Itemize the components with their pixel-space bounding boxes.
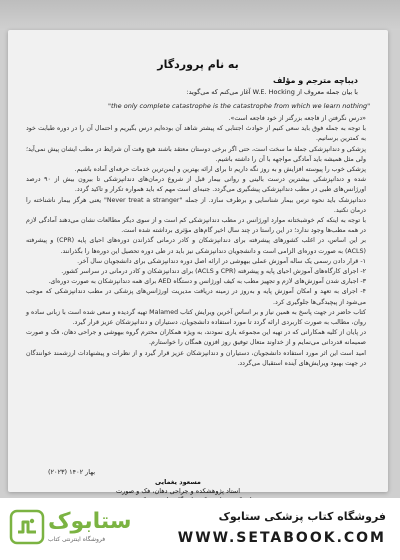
paragraph: کتاب حاضر در جهت پاسخ به همین نیاز و بر اساس آخرین ویرایش کتاب Malamed تهیه گردیده و سعی شده است با زبانی ساده و روان، مطالب به صورت کاربردی ارائه گردد تا مورد استفاده دانشجویان، دستیاران و دندانپزشکان عزیز قرار گیرد. xyxy=(26,308,367,327)
paragraph: پزشکی و دندانپزشکی جملۀ ما سخت است، حتی اگر برخی دوستان معتقد باشند هیچ وقت آن شرایط در مطب ایشان پیش نمی‌آید؛ ولی مثل همیشه باید آمادگی مواجهه با آن را داشته باشیم. xyxy=(26,145,366,163)
paragraph: ۳- اجباری شدن آموزش‌های لازم و تجهیز مطب به کیف اورژانس و دستگاه AED برای همه دندانپزشکان به صورت دوره‌ای. xyxy=(48,278,366,286)
scan-top-edge xyxy=(0,0,400,30)
paragraph: امید است این اثر مورد استفاده دانشجویان، دستیاران و دندانپزشکان عزیز قرار گیرد و از نظرات و پیشنهادات ارزشمند خوانندگان در جهت بهبود ویرایش‌های آینده استقبال می‌گردد. xyxy=(26,349,366,367)
epigraph-intro: با بیان جمله معروف از W.E. Hocking آغاز می‌کنم که می‌گوید: xyxy=(186,88,358,96)
author-name: مسعود یغمایی xyxy=(155,478,201,486)
paragraph: شده و دندانپزشکی بیشترین درست بالینی و روانی بیمار قبل از شروع درمان‌های دندانپزشکی تا بیرون بیش از ۹۰ درصد اورژانس‌های طبی در مطب دندانپزشکی پیشگیری می‌گردد. جنبه‌ای است مهم که باید همواره تکرار و تاکید گردد. xyxy=(26,176,366,194)
store-url-link[interactable]: WWW.SETABOOK.COM xyxy=(177,530,386,546)
epigraph-quote: "the only complete catastrophe is the catastrophe from which we learn nothing" xyxy=(108,102,371,110)
author-title: استاد پژوهشکده و جراحی دهان، فک و صورت xyxy=(115,487,241,495)
document-page xyxy=(8,30,388,495)
paragraph: دندانپزشک باید نحوه ترس بیمار شناسایی و برطرف سازد. از جمله "Never treat a stranger" یعنی هرگز بیمار ناشناخته را درمان نکنید. xyxy=(26,196,366,214)
paragraph: در پایان از کلیه همکارانی که در تهیه این مجموعه یاری نمودند، به ویژه همکاران محترم گروه بیهوشی و جراحی دهان، فک و صورت صمیمانه قدردانی می‌نمایم و از خداوند متعال توفیق روز افزون همگان را خواستارم. xyxy=(26,329,366,347)
paragraph: پزشکی خوب را پیوسته افزایش و به روز نگه داریم تا برای ارائه بهترین و ایمن‌ترین خدمات حرفه‌ای آماده باشیم. xyxy=(74,166,366,174)
preface-heading: دیباچه مترجم و مؤلف xyxy=(272,76,358,85)
paragraph: ۱- قرار دادن رسمی یک ساله آموزش عملی بیهوشی در ارائه اصل دوره دندانپزشکی برای دانشجویان سال آخر. xyxy=(77,257,366,265)
setabook-logo[interactable] xyxy=(10,508,132,550)
paragraph: ۲- اجرای کارگاه‌های آموزش احیای پایه و پیشرفته (CPR و ACLS) برای دندانپزشکان و کادر درمانی در سراسر کشور. xyxy=(61,268,366,276)
setabook-logo-icon xyxy=(10,510,44,544)
brand-name: ستابوک xyxy=(48,509,132,534)
paragraph: با توجه به اینکه کم خوشبختانه موارد اورژانس در مطب دندانپزشکی کم است و از سوی دیگر مطالعات نشان می‌دهند آمادگی لازم در همه مطب‌ها وجود ندارد؛ در این راستا در چند سال اخیر گام‌های مؤثری برداشته شده است. xyxy=(26,217,366,235)
paragraph: بر این اساس، در اغلب کشورهای پیشرفته برای دندانپزشکان و کادر درمانی گذراندن دوره‌های احیای پایه (CPR) و پیشرفته (ACLS) به صورت دوره‌ای الزامی است و دانشجویان دندانپزشکی نیز باید در طی دوره تحصیل این دوره‌ها را بگذرانند. xyxy=(26,237,366,255)
store-name: فروشگاه کتاب پزشکی ستابوک xyxy=(218,510,386,523)
paragraph: ۴- اجرای به تعهد و امکان آموزش پایه و به‌روز در زمینه دریافت مدیریت اورژانس‌های پزشکی در مطب دندانپزشکی که موجب می‌شود از پیچیدگی‌ها جلوگیری کرد. xyxy=(26,288,366,306)
page-title: به نام پروردگار xyxy=(157,58,239,71)
paragraph: «درس نگرفتن از فاجعه بزرگتر از خود فاجعه است». xyxy=(228,115,366,122)
preface-body xyxy=(26,114,366,369)
store-banner xyxy=(0,498,400,560)
paragraph: با توجه به جمله فوق باید سعی کنیم از حوادث اجتنابی که پیشتر شاهد آن بوده‌ایم درس بگیریم و احتمال آن را در دوره طبابت خود به کمترین برسانیم. xyxy=(26,125,366,143)
brand-tagline: فروشگاه اینترنتی کتاب xyxy=(48,536,106,543)
preface-date: بهار ۱۴۰۲ (۲۰۲۳) xyxy=(48,468,96,476)
